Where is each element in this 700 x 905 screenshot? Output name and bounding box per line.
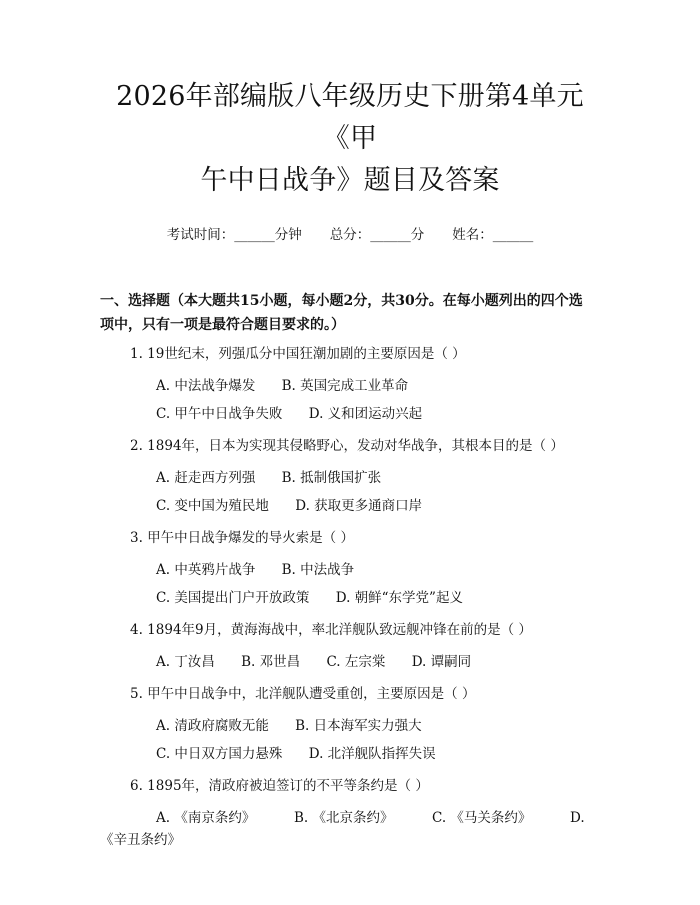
option-b: B. 中法战争 [281,562,355,578]
option-row [156,743,600,765]
section-heading-line-1: 一、选择题（本大题共15小题，每小题2分，共30分。在每小题列出的四个选 [100,293,583,309]
exam-time-label: 考试时间：______分钟 [166,227,302,243]
option-d: D. 北洋舰队指挥失误 [308,746,436,762]
option-a: A. 《南京条约》 [156,810,256,826]
option-c: C. 甲午中日战争失败 [156,406,283,422]
title-line-2: 午中日战争》题目及答案 [200,165,500,196]
question-stem: 3. 甲午中日战争爆发的导火索是（ ） [130,530,354,546]
option-row [156,715,600,737]
option-row [156,651,600,673]
question-stem: 2. 1894年，日本为实现其侵略野心，发动对华战争，其根本目的是（ ） [130,438,564,454]
option-d: D. 义和团运动兴起 [308,406,423,422]
option-c: C. 变中国为殖民地 [156,498,269,514]
option-b: B. 日本海军实力强大 [295,718,422,734]
option-a: A. 丁汝昌 [156,654,215,670]
question-stem: 1. 19世纪末，列强瓜分中国狂潮加剧的主要原因是（ ） [130,346,466,362]
question-stem: 6. 1895年，清政府被迫签订的不平等条约是（ ） [130,778,429,794]
option-row [156,375,600,397]
option-d: D. 朝鲜“东学党”起义 [335,590,463,606]
option-row [156,403,600,425]
option-row [156,467,600,489]
option-a: A. 中英鸦片战争 [156,562,256,578]
option-b: B. 英国完成工业革命 [281,378,409,394]
option-row [156,587,600,609]
title-line-1: 2026年部编版八年级历史下册第4单元《甲 [116,81,584,154]
section-heading [100,289,600,337]
option-c: C. 左宗棠 [326,654,386,670]
option-c: C. 《马关条约》 [432,810,532,826]
student-name-label: 姓名：______ [452,227,534,243]
option-a: A. 赶走西方列强 [156,470,256,486]
option-b: B. 《北京条约》 [294,810,394,826]
page-title [100,76,600,202]
option-c: C. 美国提出门户开放政策 [156,590,310,606]
option-row [156,495,600,517]
question-stem: 4. 1894年9月，黄海海战中，率北洋舰队致远舰冲锋在前的是（ ） [130,622,532,638]
section-heading-line-2: 项中，只有一项是最符合题目要求的。） [100,317,345,333]
option-d-text: 《辛丑条约》 [100,832,181,848]
exam-meta [100,226,600,244]
option-d: D. [570,810,585,826]
option-a: A. 中法战争爆发 [156,378,256,394]
question-stem: 5. 甲午中日战争中，北洋舰队遭受重创，主要原因是（ ） [130,686,476,702]
option-b: B. 邓世昌 [241,654,301,670]
option-a: A. 清政府腐败无能 [156,718,269,734]
option-d: D. 谭嗣同 [411,654,472,670]
option-row [100,807,600,851]
option-d: D. 获取更多通商口岸 [295,498,423,514]
option-row [156,559,600,581]
total-score-label: 总分：______分 [329,227,425,243]
option-b: B. 抵制俄国扩张 [281,470,382,486]
option-c: C. 中日双方国力悬殊 [156,746,283,762]
